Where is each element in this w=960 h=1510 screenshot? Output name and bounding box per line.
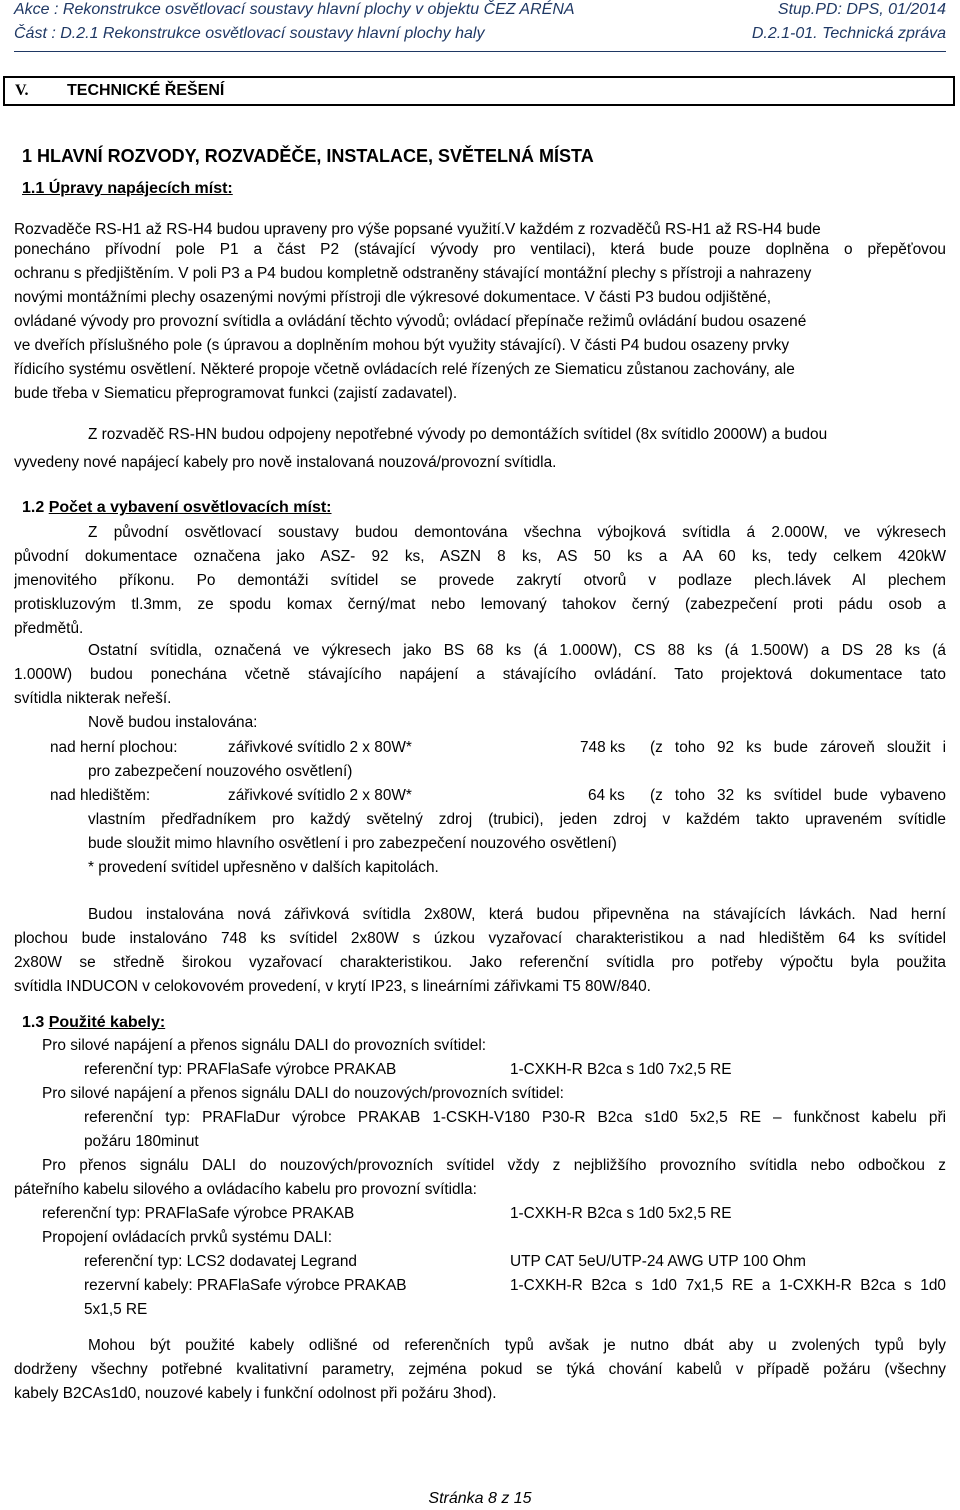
closing-paragraph (14, 1334, 946, 1406)
install-note: (z toho 92 ks bude zároveň sloužit i (650, 739, 946, 756)
cable-spec: 1-CXKH-R B2ca s 1d0 7x1,5 RE a 1-CXKH-R B2ca s 1d0 (510, 1277, 946, 1294)
text-line: ovládané vývody pro provozní svítidla a ovládání těchto vývodů; ovládací přepínače režimů ovládání budou osazené (14, 313, 807, 330)
install-lamp: zářivkové svítidlo 2 x 80W* (228, 739, 412, 756)
install-lamp: zářivkové svítidlo 2 x 80W* (228, 787, 412, 804)
cable-spec: 1-CXKH-R B2ca s 1d0 5x2,5 RE (510, 1205, 732, 1222)
install-place: nad herní plochou: (50, 739, 178, 756)
cable-line (42, 1202, 946, 1226)
section-1-2-paragraph-c (14, 903, 946, 999)
text-line: Mohou být použité kabely odlišné od referenčních typů avšak je nutno dbát aby u zvolených typů byly (88, 1337, 946, 1354)
text-line: bude sloužit mimo hlavního osvětlení i pro zabezpečení nouzového osvětlení) (88, 835, 617, 852)
text-line: Z rozvaděč RS-HN budou odpojeny nepotřebné vývody po demontážích svítidel (8x svítidlo 2000W) a budou (88, 426, 828, 443)
text-line: požáru 180minut (84, 1133, 199, 1150)
text-line: 1.000W) budou ponechána včetně stávajícího napájení a stávajícího ovládání. Tato projektová dokumentace tato (14, 666, 946, 683)
text-line: * provedení svítidel upřesněno v dalších kapitolách. (88, 859, 439, 876)
text-line: vlastním předřadníkem pro každý světelný zdroj (trubici), jeden zdroj v každém takto upraveném svítidle (88, 811, 946, 828)
text-line: Nově budou instalována: (88, 714, 258, 731)
cable-line (84, 1250, 946, 1274)
text-line: ochranu s předjištěním. V poli P3 a P4 budou kompletně odstraněny stávající montážní plechy s přístroji a nahrazeny (14, 265, 812, 282)
header-project: Akce : Rekonstrukce osvětlovací soustavy hlavní plochy v objektu ČEZ ARÉNA (14, 1, 575, 18)
cable-line: Pro silové napájení a přenos signálu DALI do nouzových/provozních svítidel: (42, 1085, 564, 1102)
cable-dali-paragraph (14, 1154, 946, 1202)
text-line: referenční typ: PRAFlaDur výrobce PRAKAB 1-CSKH-V180 P30-R B2ca s1d0 5x2,5 RE – funkčnost kabelu při (84, 1109, 946, 1126)
install-row-stands (50, 784, 946, 808)
text-line: jmenovitého příkonu. Po demontáži svítidel se provede zakrytí otvorů v podlaze plech.lávek Al plechem (14, 572, 946, 589)
install-count: 748 ks (580, 739, 626, 756)
cable-ref-type: referenční typ: LCS2 dodavatej Legrand (84, 1253, 357, 1270)
section-1-2-paragraph-b (14, 639, 946, 711)
header-rule (14, 51, 946, 52)
text-line: páteřního kabelu silového a ovládacího kabelu pro provozní svítidla: (14, 1181, 477, 1198)
text-line: Budou instalována nová zářivková svítidla 2x80W, která budou připevněna na stávajících lávkách. Nad herní (88, 906, 946, 923)
text-line: plochou bude instalováno 748 ks svítidel 2x80W s úzkou vyzařovací charakteristikou a nad hledištěm 64 ks svítidel (14, 930, 946, 947)
text-line: předmětů. (14, 620, 84, 637)
cable-line (84, 1274, 946, 1298)
cable-ref-type: referenční typ: PRAFlaSafe výrobce PRAKAB (84, 1061, 397, 1078)
install-row-field-cont: pro zabezpečení nouzového osvětlení) (88, 763, 353, 780)
text-line: ponecháno přívodní pole P1 a část P2 (stávající vývody pro ventilaci), která bude pouze doplněna o přepěťovou (14, 241, 946, 258)
text-line: novými montážními plechy osazenými novými přístroji dle výkresové dokumentace. V části P3 budou odjištěné, (14, 289, 772, 306)
header-stage: Stup.PD: DPS, 01/2014 (777, 1, 946, 18)
cable-ref-type: referenční typ: PRAFlaSafe výrobce PRAKAB (42, 1205, 355, 1222)
text-line: Ostatní svítidla, označená ve výkresech jako BS 68 ks (á 1.000W), CS 88 ks (á 1.500W) a DS 28 ks (á (88, 642, 946, 659)
text-line: dodrženy všechny potřebné kvalitativní parametry, zejména pokud se týká chování kabelů v případě požáru (všechny (14, 1361, 946, 1378)
header-part: Část : D.2.1 Rekonstrukce osvětlovací soustavy hlavní plochy haly (14, 25, 485, 42)
cable-line: Pro silové napájení a přenos signálu DALI do provozních svítidel: (42, 1037, 487, 1054)
text-line: Rozvaděče RS-H1 až RS-H4 budou upraveny pro výše popsané využití.V každém z rozvaděčů RS-H1 až RS-H4 bude (14, 221, 821, 238)
text-line: svítidla INDUCON v celokovovém provedení, v krytí IP23, s lineárními zářivkami T5 80W/840. (14, 978, 651, 995)
text-line: vyvedeny nové napájecí kabely pro nově instalovaná nouzová/provozní svítidla. (14, 454, 557, 471)
header-line-2 (14, 25, 946, 43)
text-line: ve dveřích příslušného pole (s úpravou a doplněním mohou být využity stávající). V části P4 budou osazeny prvky (14, 337, 790, 354)
text-line: protiskluzovým tl.3mm, ze spodu komax černý/mat nebo lemovaný tahokov černý (zabezpečení proti pádu osob a (14, 596, 946, 613)
text-line: bude třeba v Siematicu přeprogramovat funkci (zajistí zadavatel). (14, 385, 458, 402)
text-line: 2x80W se středně širokou vyzařovací charakteristikou. Jako referenční svítidla pro potřeby výpočtu byla použita (14, 954, 946, 971)
cable-ref-type: rezervní kabely: PRAFlaSafe výrobce PRAKAB (84, 1277, 407, 1294)
chapter-number: V. (15, 82, 29, 99)
section-1-1-paragraph (14, 218, 946, 406)
cable-line-block (84, 1106, 946, 1154)
install-row-stands-cont (88, 808, 946, 880)
header-line-1 (14, 1, 946, 19)
section-1-3-heading (22, 1014, 165, 1032)
install-count: 64 ks (588, 787, 625, 804)
cable-spec: UTP CAT 5eU/UTP-24 AWG UTP 100 Ohm (510, 1253, 806, 1270)
section-1-2-number: 1.2 (22, 499, 45, 516)
new-installation-title (14, 711, 946, 735)
section-1-3-title: Použité kabely: (48, 1014, 166, 1031)
text-line: svítidla nikterak neřeší. (14, 690, 172, 707)
section-1-3-number: 1.3 (22, 1014, 45, 1031)
text-line: kabely B2CAs1d0, nouzové kabely i funkční odolnost při požáru 3hod). (14, 1385, 497, 1402)
text-line: řídicího systému osvětlení. Některé propoje včetně ovládacích relé řízených ze Siematicu zůstanou zachovány, ale (14, 361, 795, 378)
text-line: Pro přenos signálu DALI do nouzových/provozních svítidel vždy z nejbližšího provozního svítidla nebo odbočkou z (42, 1157, 946, 1174)
section-1-1-heading (22, 180, 233, 198)
section-1-2-paragraph-a (14, 521, 946, 641)
install-row-field (50, 736, 946, 760)
text-line: původní dokumentace označena jako ASZ- 92 ks, ASZN 8 ks, AS 50 ks a AA 60 ks, tedy celkem 420kW (14, 548, 946, 565)
cable-spec: 1-CXKH-R B2ca s 1d0 7x2,5 RE (510, 1061, 732, 1078)
install-place: nad hledištěm: (50, 787, 151, 804)
chapter-title: TECHNICKÉ ŘEŠENÍ (67, 82, 225, 99)
install-note: (z toho 32 ks svítidel bude vybaveno (650, 787, 946, 804)
cable-line (84, 1058, 946, 1082)
section-1-1-hn-paragraph (14, 423, 946, 475)
cable-line: 5x1,5 RE (84, 1301, 148, 1318)
cable-line: Propojení ovládacích prvků systému DALI: (42, 1229, 332, 1246)
chapter-heading-box (3, 76, 955, 106)
section-1-2-title: Počet a vybavení osvětlovacích míst: (48, 499, 332, 516)
section-1-heading: 1 HLAVNÍ ROZVODY, ROZVADĚČE, INSTALACE, SVĚTELNÁ MÍSTA (22, 146, 594, 166)
section-1-2-heading (22, 499, 332, 517)
page-number: Stránka 8 z 15 (428, 1490, 532, 1507)
text-line: Z původní osvětlovací soustavy budou demontována všechna výbojková svítidla á 2.000W, ve výkresech (88, 524, 946, 541)
header-doc-id: D.2.1-01. Technická zpráva (751, 25, 946, 42)
section-1-1-title: 1.1 Úpravy napájecích míst: (22, 180, 233, 197)
